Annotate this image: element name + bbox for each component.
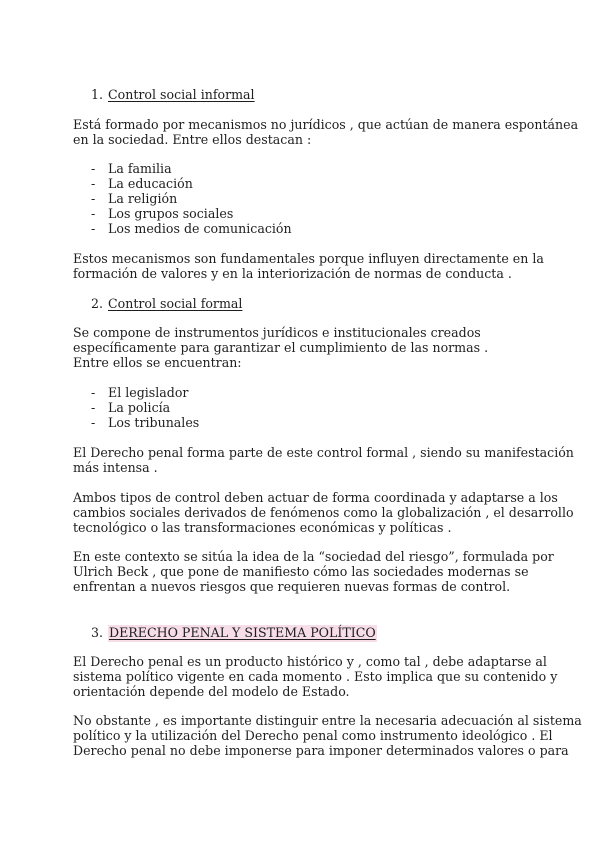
section-title: Control social formal [108,296,243,311]
text-line: específicamente para garantizar el cumplimiento de las normas . [73,340,489,355]
text-line: Estos mecanismos son fundamentales porque influyen directamente en la [73,251,544,266]
text-line: cambios sociales derivados de fenómenos como la globalización , el desarrollo [73,505,574,520]
text-line: más intensa . [73,460,158,475]
paragraph [73,117,579,147]
paragraph [73,251,544,281]
list-item: - Los tribunales [91,415,200,430]
list-item: - Los grupos sociales [91,206,234,221]
text-line: Está formado por mecanismos no jurídicos , que actúan de manera espontánea [73,117,579,132]
text-line: Se compone de instrumentos jurídicos e institucionales creados [73,325,481,340]
section-title-highlighted: DERECHO PENAL Y SISTEMA POLÍTICO [109,625,376,640]
text-line: político y la utilización del Derecho penal como instrumento ideológico . El [73,728,553,743]
section-number: 3. [91,625,104,640]
text-line: Entre ellos se encuentran: [73,355,242,370]
section-heading-3 [91,625,377,640]
text-line: No obstante , es importante distinguir entre la necesaria adecuación al sistema [73,713,582,728]
text-line: formación de valores y en la interiorización de normas de conducta . [73,266,512,281]
paragraph [73,713,582,758]
bullet-list [91,161,292,236]
section-number: 2. [91,296,104,311]
list-item: - La familia [91,161,172,176]
paragraph [73,490,574,535]
text-line: Ambos tipos de control deben actuar de forma coordinada y adaptarse a los [73,490,558,505]
paragraph [73,549,554,594]
section-title: Control social informal [108,87,255,102]
list-item: - Los medios de comunicación [91,221,292,236]
paragraph [73,325,533,370]
text-line: tecnológico o las transformaciones económicas y políticas . [73,520,452,535]
text-line: sistema político vigente en cada momento . Esto implica que su contenido y [73,669,558,684]
list-item: - La religión [91,191,178,206]
text-line: en la sociedad. Entre ellos destacan : [73,132,312,147]
text-line: En este contexto se sitúa la idea de la “sociedad del riesgo”, formulada por [73,549,554,564]
list-item: - La educación [91,176,193,191]
text-line: Ulrich Beck , que pone de manifiesto cómo las sociedades modernas se [73,564,529,579]
bullet-list [91,385,199,430]
text-line: El Derecho penal es un producto histórico y , como tal , debe adaptarse al [73,654,547,669]
text-line: El Derecho penal forma parte de este control formal , siendo su manifestación [73,445,574,460]
section-heading-1 [91,87,255,102]
section-heading-2 [91,296,242,311]
paragraph [73,445,574,475]
list-item: - El legislador [91,385,189,400]
paragraph [73,654,558,699]
text-line: Derecho penal no debe imponerse para imponer determinados valores o para [73,743,569,758]
section-number: 1. [91,87,104,102]
list-item: - La policía [91,400,171,415]
text-line: enfrentan a nuevos riesgos que requieren nuevas formas de control. [73,579,511,594]
text-line: orientación depende del modelo de Estado. [73,684,350,699]
